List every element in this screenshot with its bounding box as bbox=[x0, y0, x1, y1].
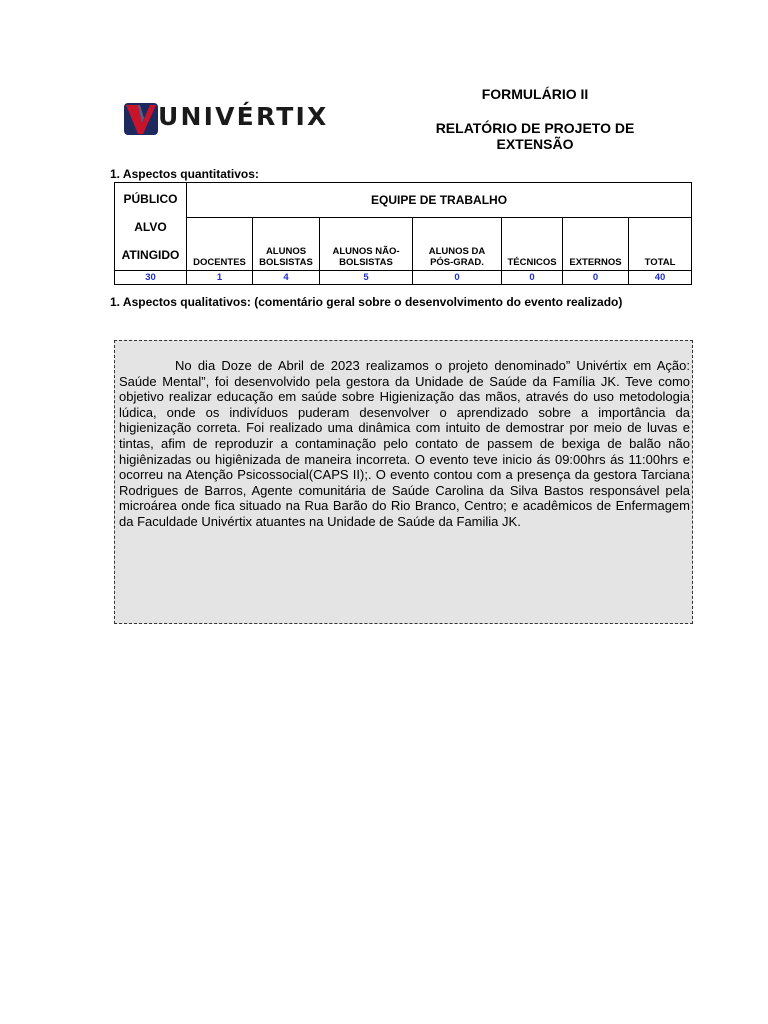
report-title: RELATÓRIO DE PROJETO DE EXTENSÃO bbox=[435, 120, 635, 152]
value-bolsistas: 4 bbox=[253, 271, 320, 285]
form-title: FORMULÁRIO II bbox=[481, 86, 589, 102]
univertix-logo bbox=[124, 100, 366, 138]
qualitative-text: No dia Doze de Abril de 2023 realizamos o projeto denominado” Univértix em Ação: Saúde Mental”, foi desenvolvido pela gestora da Unidade de Saúde da Família JK. Teve como objetivo realizar educação em saúde sobre Higienização das mãos, através do uso metodologia lúdica, onde os indivíduos puderam desenvolver o aprendizado sobre a importância da higienização correta. Foi realizado uma dinâmica com intuito de demostrar por meio de luvas e tintas, afim de reproduzir a contaminação pelo contato de passem de bexiga de balão não higiênizadas ou higiênizada de maneira incorreta. O evento teve inicio ás 09:00hrs ás 11:00hrs e ocorreu na Atenção Psicossocial(CAPS II);. O evento contou com a presença da gestora Tarciana Rodrigues de Barros, Agente comunitária de Saúde Carolina da Silva Bastos responsável pela microárea onde fica situado na Rua Barão do Rio Branco, Centro; e acadêmicos de Enfermagem da Faculdade Univértix atuantes na Unidade de Saúde da Familia JK. bbox=[119, 358, 690, 529]
col-tecnicos: TÉCNICOS bbox=[502, 218, 563, 271]
col-label: ALUNOS bbox=[265, 246, 307, 257]
alvo-line: ALVO bbox=[134, 219, 167, 234]
univertix-v-icon bbox=[124, 101, 158, 137]
table-row bbox=[115, 271, 692, 285]
col-label: PÓS-GRAD. bbox=[430, 257, 484, 268]
col-label: ALUNOS DA bbox=[428, 246, 486, 257]
col-label: BOLSISTAS bbox=[339, 257, 393, 268]
quantitative-heading: 1. Aspectos quantitativos: bbox=[110, 167, 259, 181]
value-externos: 0 bbox=[563, 271, 629, 285]
value-publico: 30 bbox=[115, 271, 187, 285]
col-alunos-nao-bolsistas bbox=[320, 218, 413, 271]
value-docentes: 1 bbox=[187, 271, 253, 285]
col-alunos-bolsistas bbox=[253, 218, 320, 271]
col-total: TOTAL bbox=[629, 218, 692, 271]
value-total: 40 bbox=[629, 271, 692, 285]
publico-alvo-header bbox=[115, 183, 187, 271]
value-tecnicos: 0 bbox=[502, 271, 563, 285]
publico-line: PÚBLICO bbox=[123, 191, 178, 206]
col-label: ALUNOS NÃO- bbox=[332, 246, 400, 257]
team-header: EQUIPE DE TRABALHO bbox=[187, 183, 692, 218]
col-alunos-pos-grad bbox=[413, 218, 502, 271]
logo-wordmark: UNIVÉRTIX bbox=[158, 102, 329, 131]
quantitative-table bbox=[114, 182, 692, 285]
atingido-line: ATINGIDO bbox=[121, 247, 180, 262]
qualitative-text-box[interactable] bbox=[114, 340, 693, 624]
value-pos-grad: 0 bbox=[413, 271, 502, 285]
col-externos: EXTERNOS bbox=[563, 218, 629, 271]
col-docentes: DOCENTES bbox=[187, 218, 253, 271]
col-label: BOLSISTAS bbox=[259, 257, 313, 268]
qualitative-heading: 1. Aspectos qualitativos: (comentário geral sobre o desenvolvimento do evento realizado) bbox=[110, 295, 623, 309]
value-nao-bolsistas: 5 bbox=[320, 271, 413, 285]
